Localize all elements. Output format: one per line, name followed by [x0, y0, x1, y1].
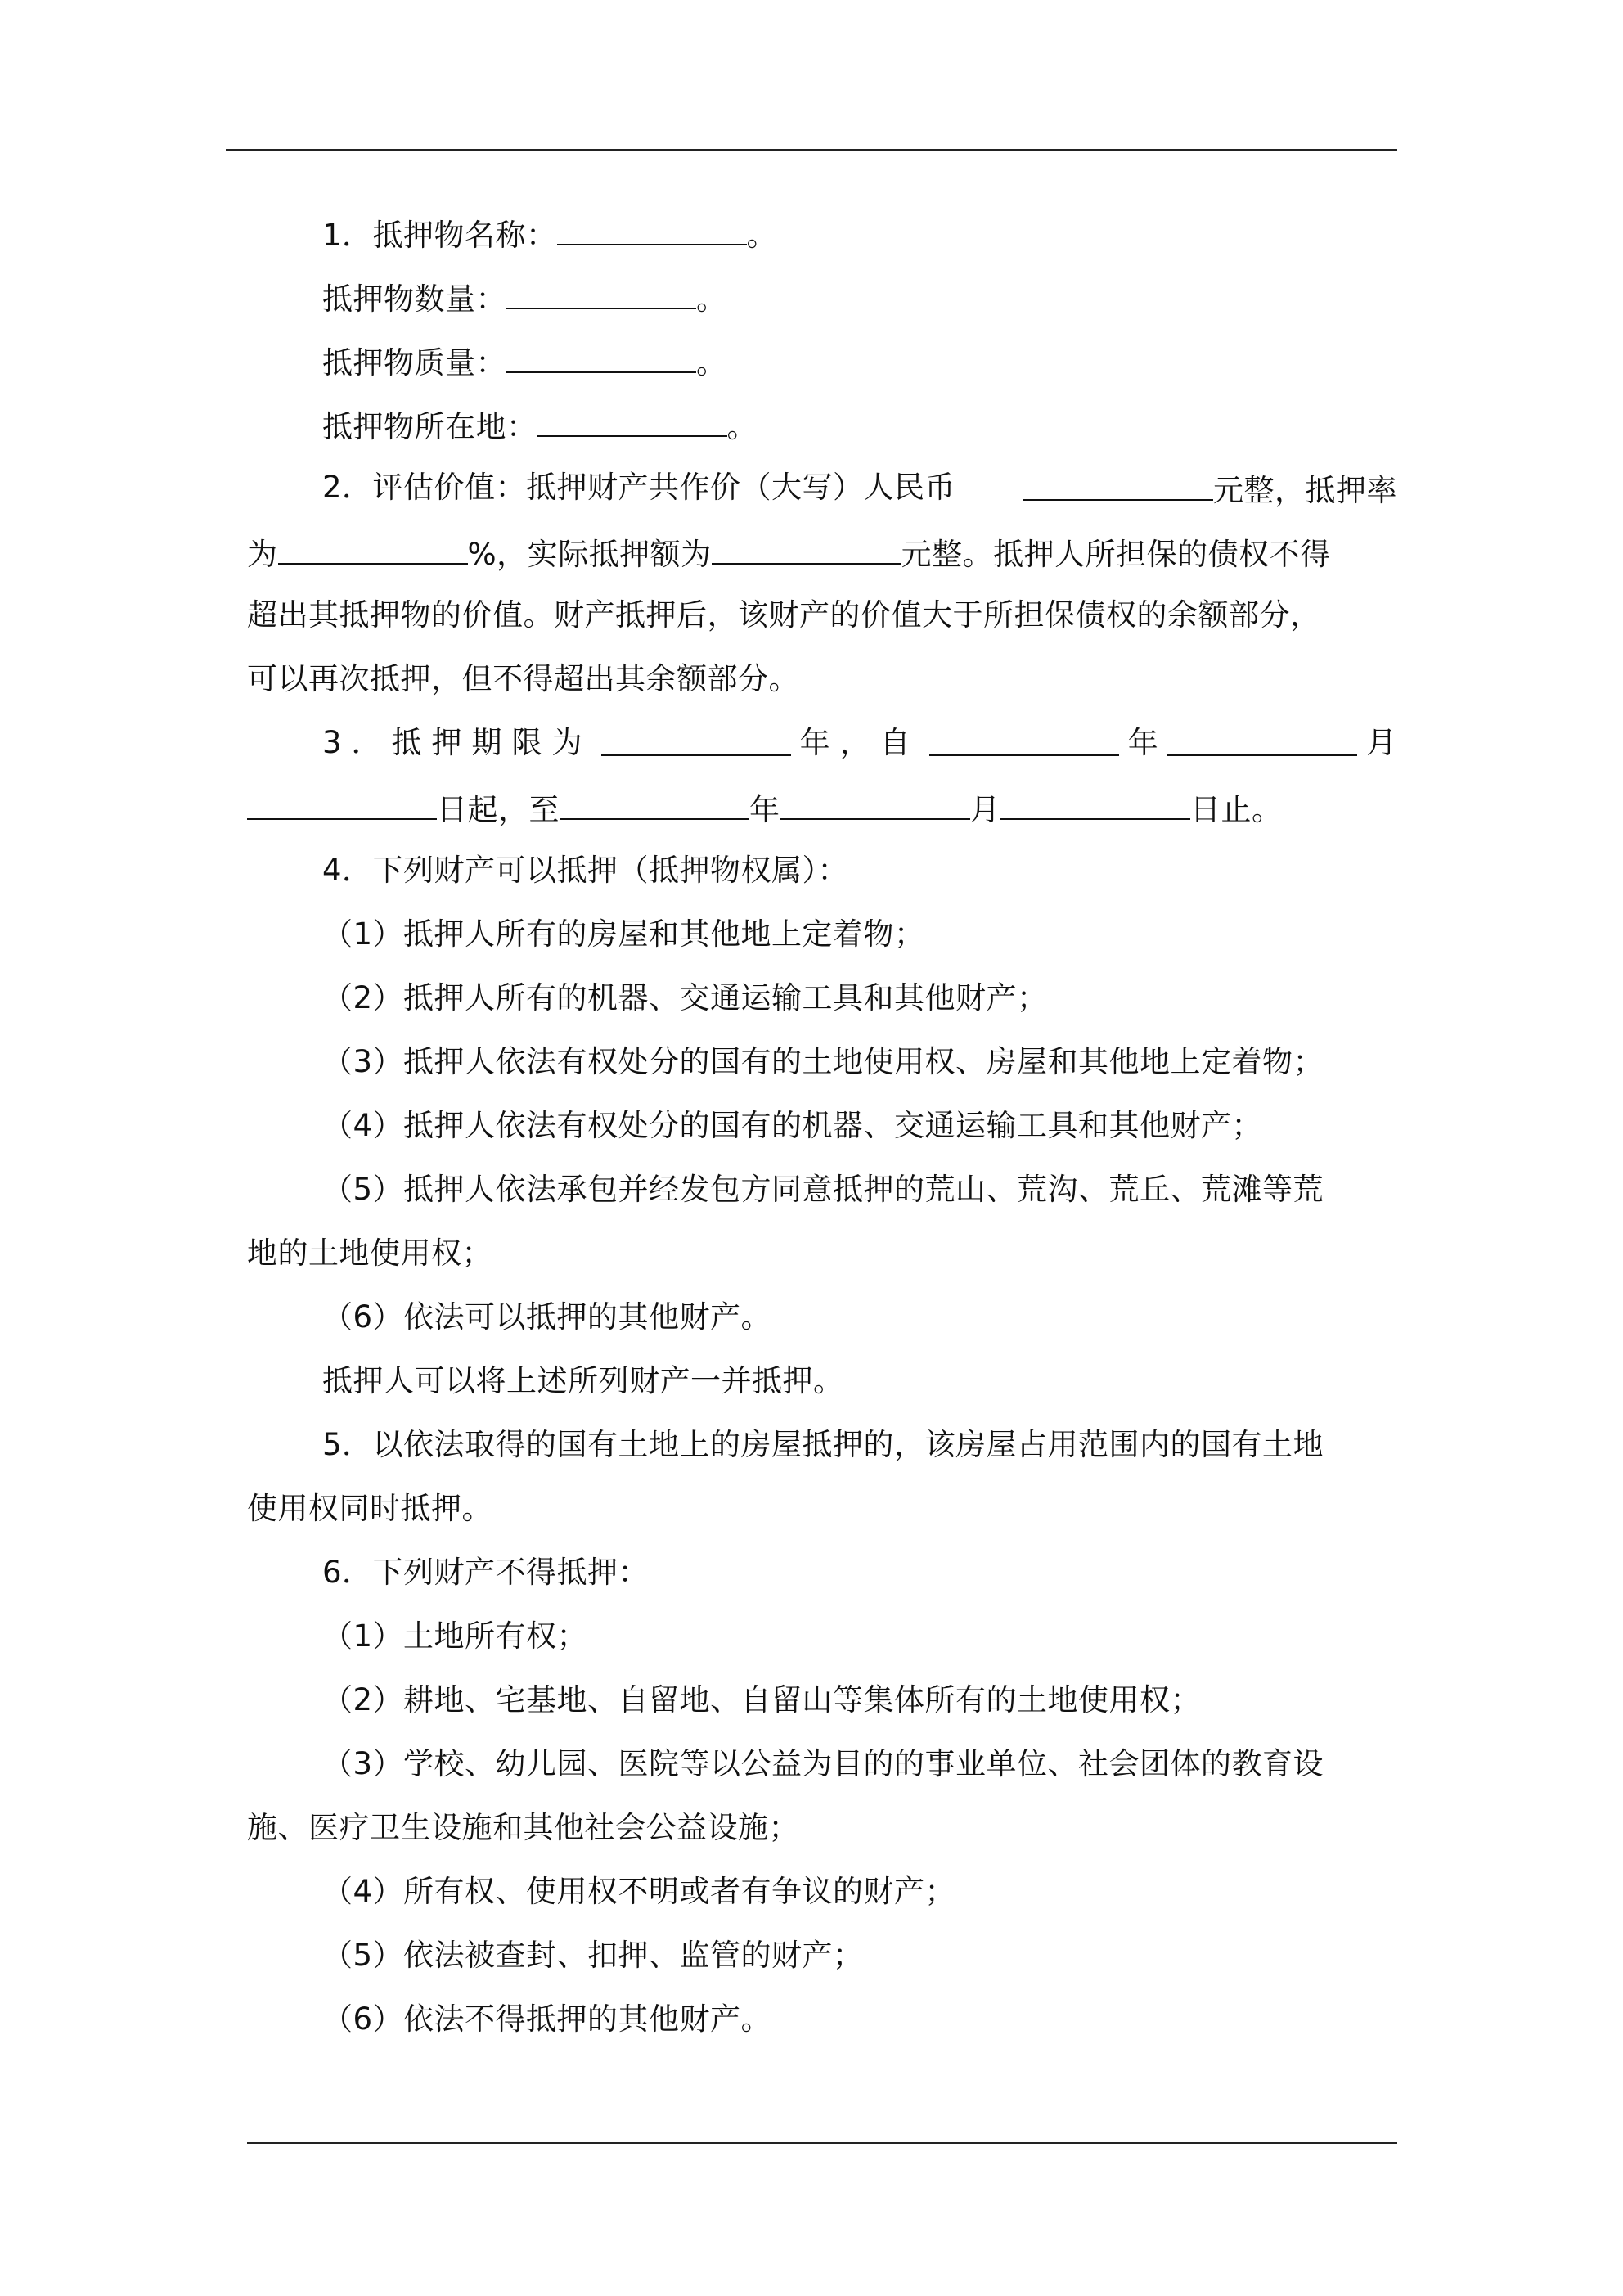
pledge-quantity-line — [322, 275, 1397, 317]
text: 日止。 — [1190, 792, 1283, 827]
list-item: （1）抵押人所有的房屋和其他地上定着物； — [322, 916, 925, 952]
pledge-rate-line — [247, 530, 1397, 573]
list-item-continued: 施、医疗卫生设施和其他社会公益设施； — [247, 1810, 799, 1845]
list-item: （5）依法被查封、扣押、监管的财产； — [322, 1938, 864, 1973]
valuation-label: 2．评估价值：抵押财产共作价（大写）人民币 — [322, 470, 956, 505]
pledge-quantity-label: 抵押物数量： — [322, 281, 506, 317]
actual-amount-blank[interactable] — [712, 530, 901, 565]
list-item: （3）抵押人依法有权处分的国有的土地使用权、房屋和其他地上定着物； — [322, 1044, 1324, 1079]
paragraph-line: 超出其抵押物的价值。财产抵押后，该财产的价值大于所担保债权的余额部分， — [247, 597, 1321, 633]
pledge-rate-blank[interactable] — [278, 530, 468, 565]
pledge-name-label: 1．抵押物名称： — [322, 218, 557, 253]
pledge-location-line — [322, 403, 1397, 445]
list-item: （5）抵押人依法承包并经发包方同意抵押的荒山、荒沟、荒丘、荒滩等荒 — [322, 1172, 1324, 1207]
paragraph-line: 抵押人可以将上述所列财产一并抵押。 — [322, 1363, 844, 1398]
list-item: （6）依法不得抵押的其他财产。 — [322, 2001, 772, 2037]
list-item: （2）耕地、宅基地、自留地、自留山等集体所有的土地使用权； — [322, 1682, 1202, 1717]
header-rule — [226, 149, 1397, 151]
list-item: （6）依法可以抵押的其他财产。 — [322, 1299, 772, 1335]
start-month-blank[interactable] — [1167, 722, 1357, 756]
text: %，实际抵押额为 — [467, 537, 712, 572]
text: 年，自 — [799, 725, 920, 760]
valuation-amount-blank[interactable] — [1023, 466, 1213, 501]
section-heading: 6．下列财产不得抵押： — [322, 1555, 650, 1590]
pledge-quality-blank[interactable] — [506, 339, 696, 373]
text: 日起，至 — [437, 792, 560, 827]
end-year-blank[interactable] — [560, 786, 749, 820]
term-label: 3．抵押期限为 — [322, 725, 592, 760]
pledge-location-blank[interactable] — [537, 403, 727, 437]
punct: 。 — [726, 409, 758, 444]
term-line-2 — [247, 786, 1397, 828]
text: 月 — [1366, 725, 1397, 760]
punct: 。 — [746, 218, 778, 253]
end-month-blank[interactable] — [780, 786, 970, 820]
text: 月 — [969, 792, 1000, 827]
text: 年 — [1127, 725, 1159, 760]
pledge-quality-line — [322, 339, 1397, 381]
term-years-blank[interactable] — [601, 722, 791, 756]
start-year-blank[interactable] — [929, 722, 1119, 756]
valuation-line — [322, 466, 1397, 509]
paragraph-line: 使用权同时抵押。 — [247, 1491, 492, 1526]
text: 年 — [749, 792, 780, 827]
pledge-name-blank[interactable] — [557, 211, 747, 245]
term-line — [322, 722, 1397, 764]
footer-rule — [247, 2142, 1397, 2144]
text: 元整。抵押人所担保的债权不得 — [901, 537, 1331, 572]
list-item: （4）所有权、使用权不明或者有争议的财产； — [322, 1874, 956, 1909]
pledge-quantity-blank[interactable] — [506, 275, 696, 309]
punct: 。 — [696, 345, 727, 380]
text: 为 — [247, 537, 278, 572]
list-item-continued: 地的土地使用权； — [247, 1236, 492, 1271]
pledge-location-label: 抵押物所在地： — [322, 409, 537, 444]
start-day-blank[interactable] — [247, 786, 437, 820]
pledge-quality-label: 抵押物质量： — [322, 345, 506, 380]
paragraph-line: 可以再次抵押，但不得超出其余额部分。 — [247, 661, 799, 696]
list-item: （4）抵押人依法有权处分的国有的机器、交通运输工具和其他财产； — [322, 1108, 1263, 1143]
section-heading: 4．下列财产可以抵押（抵押物权属）： — [322, 853, 849, 888]
section-heading: 5．以依法取得的国有土地上的房屋抵押的，该房屋占用范围内的国有土地 — [322, 1427, 1324, 1462]
valuation-suffix: 元整，抵押率 — [1213, 473, 1397, 508]
list-item: （3）学校、幼儿园、医院等以公益为目的的事业单位、社会团体的教育设 — [322, 1746, 1324, 1781]
punct: 。 — [696, 281, 727, 317]
pledge-name-line — [322, 211, 1397, 254]
list-item: （1）土地所有权； — [322, 1618, 588, 1654]
list-item: （2）抵押人所有的机器、交通运输工具和其他财产； — [322, 980, 1048, 1015]
end-day-blank[interactable] — [1000, 786, 1190, 820]
